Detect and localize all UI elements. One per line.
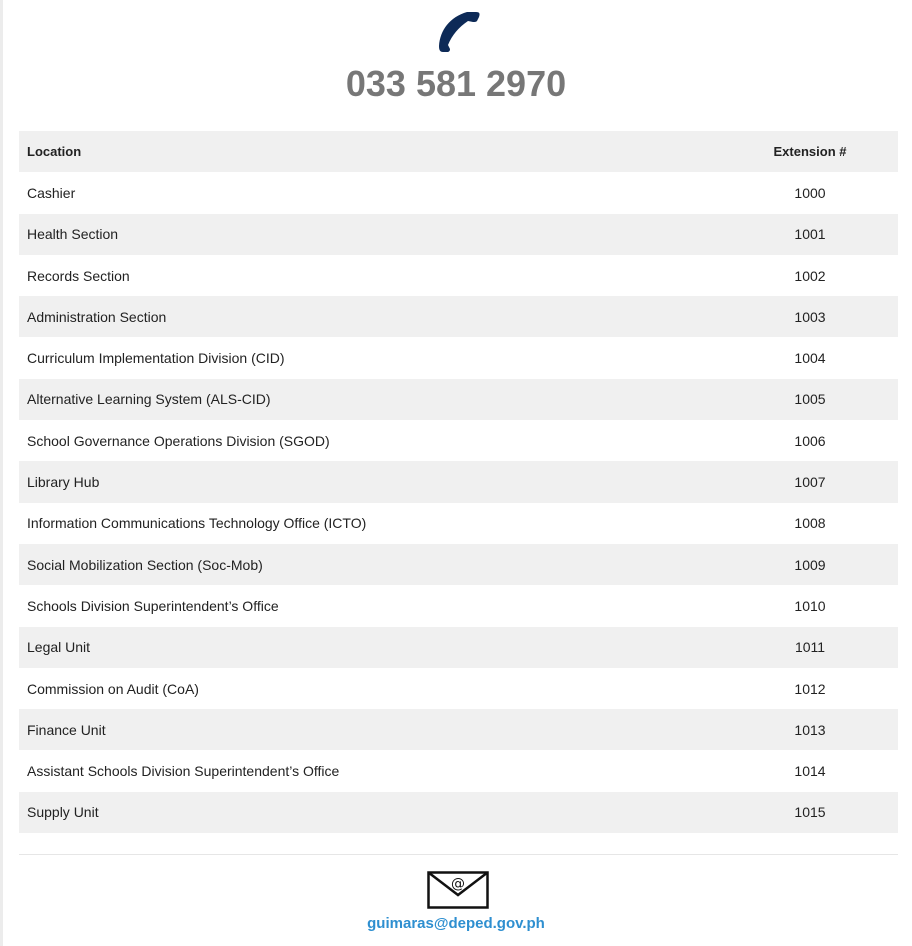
location-cell: Finance Unit — [27, 721, 106, 738]
location-cell: Commission on Audit (CoA) — [27, 680, 199, 697]
table-row — [19, 255, 898, 296]
page-left-edge — [0, 0, 3, 946]
extension-cell: 1007 — [794, 474, 826, 491]
extension-cell: 1008 — [794, 515, 826, 532]
table-row — [19, 503, 898, 544]
extension-cell: 1000 — [794, 184, 826, 201]
extension-cell: 1010 — [794, 597, 826, 614]
location-cell: Records Section — [27, 267, 130, 284]
location-cell: Schools Division Superintendent’s Office — [27, 597, 279, 614]
table-row — [19, 750, 898, 791]
extension-cell: 1004 — [794, 350, 826, 367]
phone-handset-icon — [434, 8, 482, 54]
location-cell: Legal Unit — [27, 639, 91, 656]
location-cell: Assistant Schools Division Superintendent’s Office — [27, 763, 340, 780]
extension-table — [19, 131, 898, 833]
phone-contact — [0, 0, 912, 120]
location-cell: School Governance Operations Division (SGOD) — [27, 432, 330, 449]
extension-cell: 1013 — [794, 721, 826, 738]
svg-text:@: @ — [451, 876, 465, 892]
table-row — [19, 337, 898, 378]
extension-cell: 1009 — [794, 556, 826, 573]
location-cell: Library Hub — [27, 474, 100, 491]
location-cell: Supply Unit — [27, 804, 99, 821]
location-cell: Administration Section — [27, 308, 167, 325]
table-row — [19, 544, 898, 585]
table-row — [19, 627, 898, 668]
table-row — [19, 296, 898, 337]
extension-cell: 1005 — [794, 391, 826, 408]
extension-cell: 1011 — [794, 639, 826, 656]
extension-column-header: Extension # — [773, 144, 847, 160]
table-row — [19, 668, 898, 709]
table-row — [19, 379, 898, 420]
envelope-at-icon — [427, 871, 489, 909]
table-row — [19, 172, 898, 213]
location-cell: Social Mobilization Section (Soc-Mob) — [27, 556, 263, 573]
phone-number: 033 581 2970 — [345, 63, 567, 104]
extension-cell: 1012 — [794, 680, 826, 697]
extension-cell: 1006 — [794, 432, 826, 449]
table-row — [19, 792, 898, 833]
location-cell: Curriculum Implementation Division (CID) — [27, 350, 285, 367]
table-row — [19, 585, 898, 626]
table-row — [19, 709, 898, 750]
extension-cell: 1015 — [794, 804, 826, 821]
table-row — [19, 420, 898, 461]
table-row — [19, 461, 898, 502]
location-cell: Alternative Learning System (ALS-CID) — [27, 391, 271, 408]
extension-cell: 1002 — [794, 267, 826, 284]
extension-cell: 1003 — [794, 308, 826, 325]
location-column-header: Location — [27, 144, 82, 160]
section-divider — [19, 854, 898, 855]
location-cell: Information Communications Technology Office (ICTO) — [27, 515, 367, 532]
extension-cell: 1014 — [794, 763, 826, 780]
location-cell: Cashier — [27, 184, 76, 201]
location-cell: Health Section — [27, 226, 119, 243]
email-link[interactable]: guimaras@deped.gov.ph — [367, 915, 545, 932]
table-row — [19, 214, 898, 255]
extension-cell: 1001 — [794, 226, 826, 243]
table-header-row — [19, 131, 898, 172]
